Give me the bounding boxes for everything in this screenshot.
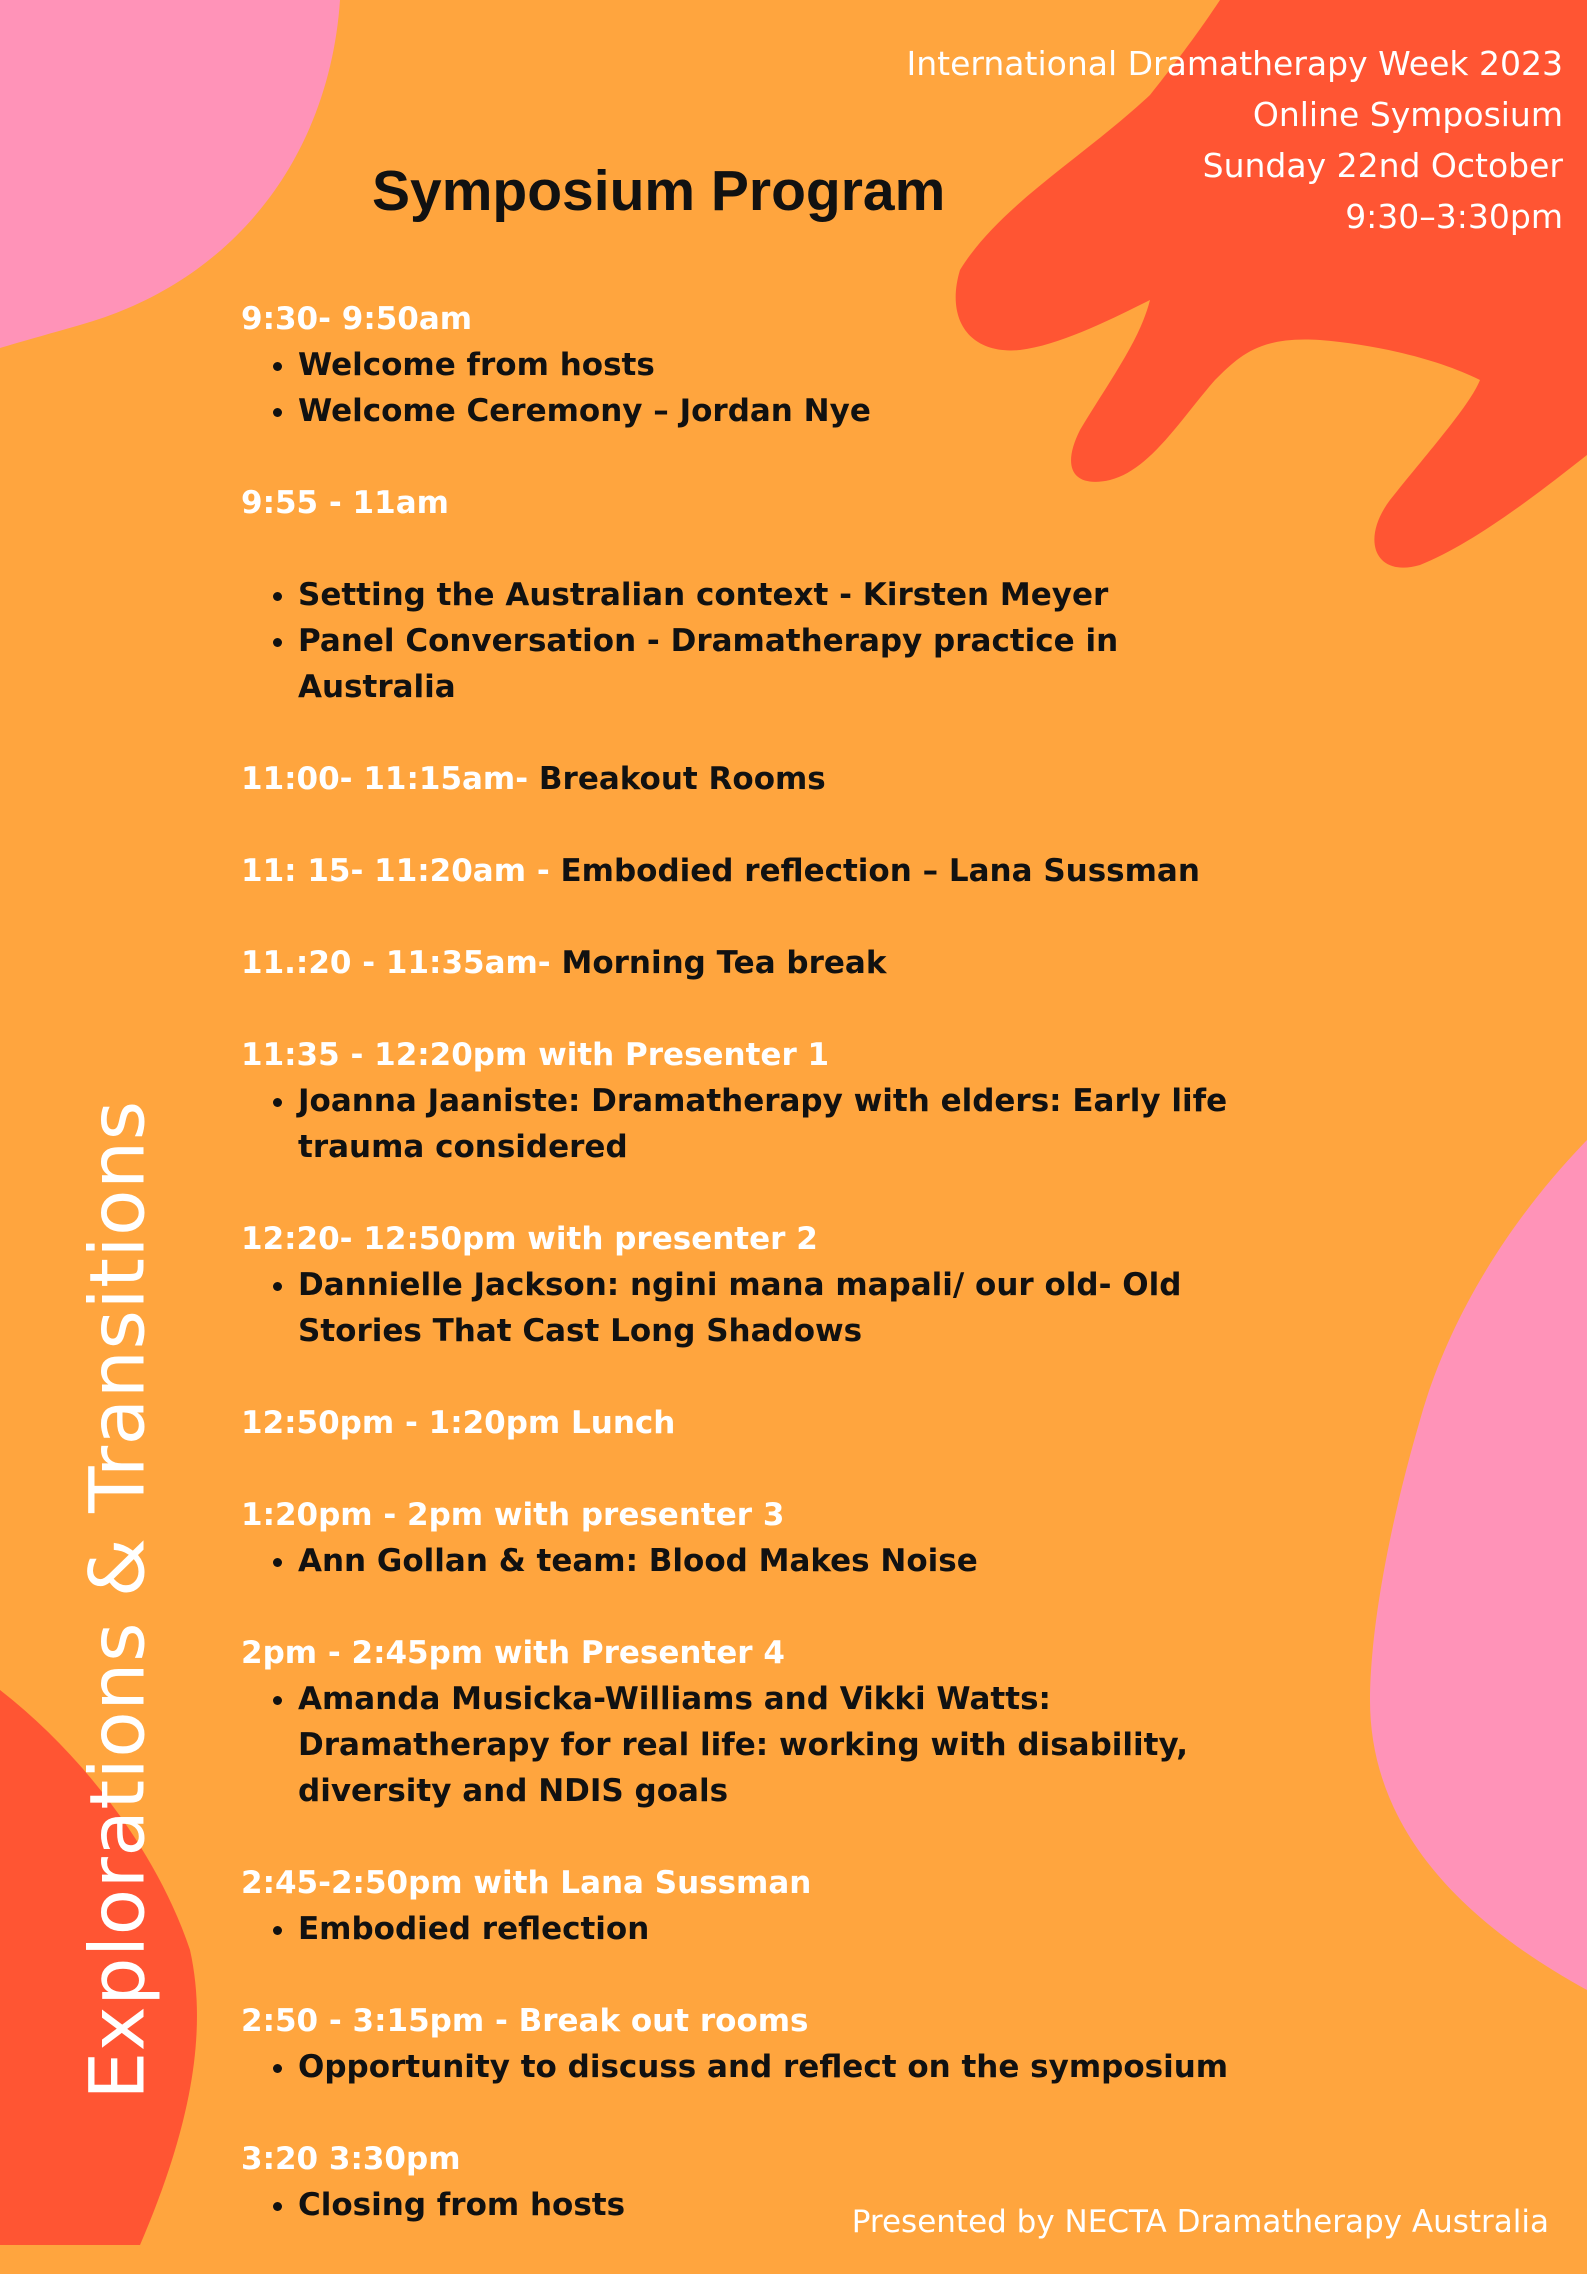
session-time: 3:20 3:30pm: [241, 2141, 461, 2177]
list-item: • Welcome Ceremony – Jordan Nye: [298, 388, 1281, 434]
session-time: 11: 15- 11:20am -: [241, 853, 550, 889]
event-time: 9:30–3:30pm: [1345, 197, 1563, 236]
session-items: [241, 1906, 1281, 1952]
session-time: 2:50 - 3:15pm - Break out rooms: [241, 2003, 809, 2039]
session-context: [241, 480, 1281, 710]
presenter-credit: Presented by NECTA Dramatherapy Australia: [851, 2204, 1549, 2240]
session-items: [241, 1262, 1281, 1354]
event-date: Sunday 22nd October: [1202, 146, 1563, 185]
session-items: [241, 1078, 1281, 1170]
list-item: • Setting the Australian context - Kirsten Meyer: [298, 572, 1281, 618]
list-item: • Panel Conversation - Dramatherapy practice in Australia: [298, 618, 1281, 710]
session-presenter-2: [241, 1216, 1281, 1354]
event-format: Online Symposium: [1252, 95, 1563, 134]
session-time: 11.:20 - 11:35am-: [241, 945, 551, 981]
session-items: [241, 1676, 1281, 1814]
session-embodied-reflection: [241, 848, 1281, 894]
program-list: [241, 296, 1281, 2274]
session-description: Breakout Rooms: [538, 761, 826, 797]
list-item: • Closing from hosts: [298, 2182, 1281, 2228]
session-description: Morning Tea break: [561, 945, 887, 981]
session-presenter-4: [241, 1630, 1281, 1814]
session-time: 11:00- 11:15am-: [241, 761, 529, 797]
session-time: 2:45-2:50pm with Lana Sussman: [241, 1865, 812, 1901]
session-items: [241, 572, 1281, 710]
pink-blob-right: [1370, 1140, 1587, 1990]
session-presenter-3: [241, 1492, 1281, 1584]
session-items: [241, 342, 1281, 434]
side-title: Explorations & Transitions: [72, 1100, 162, 2100]
page-title: Symposium Program: [372, 159, 946, 223]
list-item: • Welcome from hosts: [298, 342, 1281, 388]
session-time: 9:55 - 11am: [241, 485, 449, 521]
session-presenter-1: [241, 1032, 1281, 1170]
session-items: [241, 1538, 1281, 1584]
session-lunch: [241, 1400, 1281, 1446]
session-time: 1:20pm - 2pm with presenter 3: [241, 1497, 785, 1533]
list-item: • Joanna Jaaniste: Dramatherapy with elders: Early life trauma considered: [298, 1078, 1281, 1170]
list-item: • Ann Gollan & team: Blood Makes Noise: [298, 1538, 1281, 1584]
session-items: [241, 2044, 1281, 2090]
session-time: 12:50pm - 1:20pm Lunch: [241, 1405, 676, 1441]
session-welcome: [241, 296, 1281, 434]
session-breakout-2: [241, 1998, 1281, 2090]
list-item: • Amanda Musicka-Williams and Vikki Watts: Dramatherapy for real life: working with disability, diversity and NDIS goals: [298, 1676, 1281, 1814]
session-time: 12:20- 12:50pm with presenter 2: [241, 1221, 818, 1257]
session-time: 11:35 - 12:20pm with Presenter 1: [241, 1037, 830, 1073]
session-time: 2pm - 2:45pm with Presenter 4: [241, 1635, 785, 1671]
session-closing-reflection: [241, 1860, 1281, 1952]
event-name: International Dramatherapy Week 2023: [906, 44, 1563, 83]
session-time: 9:30- 9:50am: [241, 301, 473, 337]
list-item: • Embodied reflection: [298, 1906, 1281, 1952]
list-item: • Dannielle Jackson: ngini mana mapali/ our old- Old Stories That Cast Long Shadows: [298, 1262, 1281, 1354]
event-header: [907, 38, 1563, 242]
session-morning-tea: [241, 940, 1281, 986]
session-breakout: [241, 756, 1281, 802]
list-item: • Opportunity to discuss and reflect on the symposium: [298, 2044, 1281, 2090]
session-description: Embodied reflection – Lana Sussman: [560, 853, 1200, 889]
